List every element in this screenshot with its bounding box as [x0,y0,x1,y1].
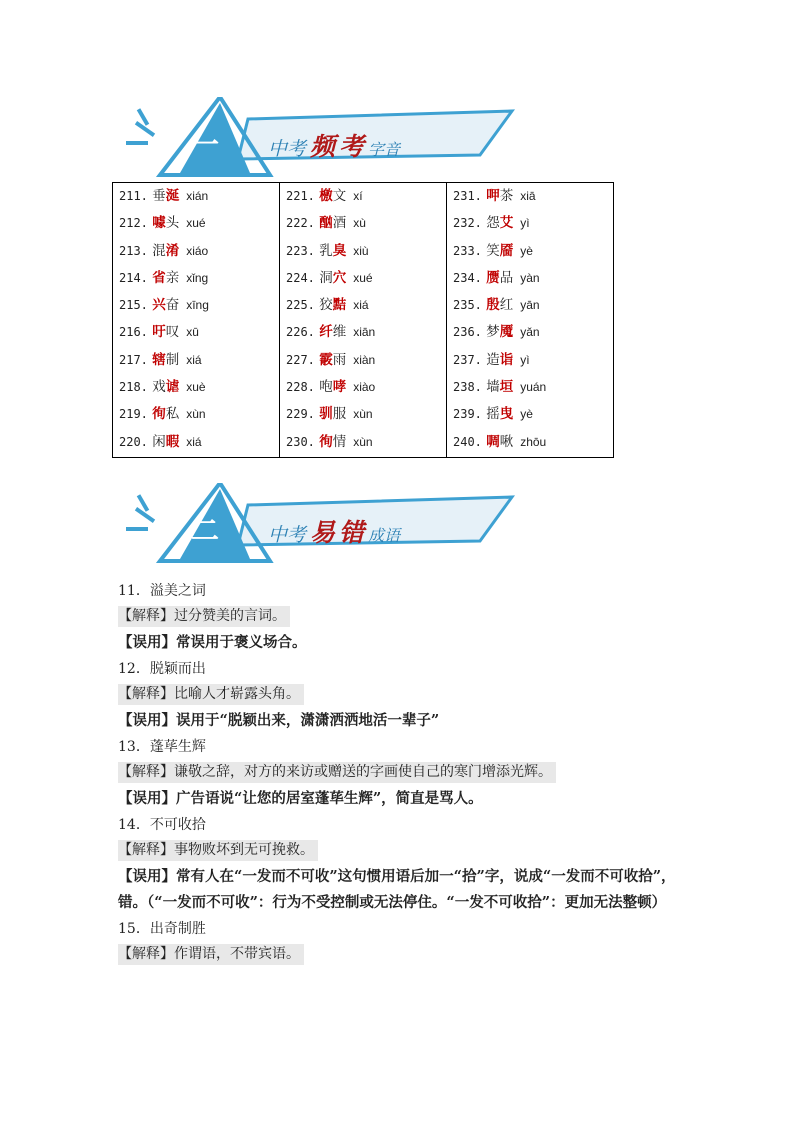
title-part: 中考 [268,138,307,160]
pinyin: xué [186,216,206,231]
table-row [286,347,446,374]
word-suffix: 啾 [499,433,514,450]
pinyin: xùn [353,434,373,449]
highlight-char: 涎 [165,188,180,204]
idiom-item [118,656,688,734]
table-row [119,319,279,346]
table-row [453,292,613,319]
table-row [119,347,279,374]
idiom-title: 12．脱颖而出 [118,661,206,677]
idiom-item [118,734,688,812]
table-row [286,429,446,456]
title-part: 易 [310,518,336,547]
word-prefix: 咆 [319,379,333,396]
highlight-char: 吁 [152,324,166,341]
word-prefix: 闲 [152,433,166,450]
table-row [453,429,613,456]
table-row [119,401,279,428]
pinyin: xiáo [186,243,209,258]
table-row [453,183,613,210]
idiom-misuse: 【误用】常有人在“一发而不可收”这句惯用语后加一“拾”字，说成“一发而不可收拾”，错。（“一发而不可收”：行为不受控制或无法停住。“一发不可收拾”：更加无法整顿） [118,868,676,911]
highlight-char: 殷 [486,297,500,314]
pinyin: xùn [353,407,373,422]
word-prefix: 摇 [486,406,500,423]
idiom-explanation: 【解释】过分赞美的言词。 [118,606,290,627]
highlight-char: 魇 [499,324,514,341]
pinyin: yuán [520,380,547,395]
highlight-char: 呷 [486,188,500,204]
word-prefix: 垂 [152,188,166,204]
pinyin: xiān [353,325,376,340]
pinyin: xí [353,189,363,203]
section-title [268,513,404,549]
word-suffix: 叹 [165,324,180,341]
item-number: 234. [453,270,482,285]
table-row [453,319,613,346]
idiom-misuse: 【误用】误用于“脱颖出来，潇潇洒洒地活一辈子” [118,712,440,729]
idiom-misuse: 【误用】广告语说“让您的居室蓬荜生辉”，简直是骂人。 [118,790,483,807]
table-row [453,210,613,237]
table-column [280,183,447,458]
highlight-char: 噱 [152,215,166,232]
word-prefix: 笑 [486,242,500,259]
item-number: 211. [119,189,148,203]
item-number: 216. [119,325,148,340]
table-row [453,347,613,374]
highlight-char: 檄 [319,188,333,204]
pinyin: yè [520,407,533,422]
pinyin: xùn [186,407,206,422]
pinyin: xiá [186,352,202,367]
table-row [119,238,279,265]
word-prefix: 梦 [486,324,500,341]
word-suffix: 亲 [165,269,180,286]
idiom-misuse: 【误用】常误用于褒义场合。 [118,634,307,651]
item-number: 222. [286,216,315,231]
highlight-char: 暇 [165,433,180,450]
highlight-char: 驯 [319,406,333,423]
section-number: 二 [190,514,219,547]
pinyin: zhōu [520,434,547,449]
item-number: 219. [119,407,148,422]
idiom-title: 11．溢美之词 [118,583,206,599]
word-suffix: 品 [499,269,514,286]
idiom-explanation: 【解释】事物败坏到无可挽救。 [118,840,318,861]
item-number: 226. [286,325,315,340]
item-number: 217. [119,352,148,367]
word-suffix: 酒 [332,215,347,232]
item-number: 212. [119,216,148,231]
item-number: 218. [119,380,148,395]
section-banner-2 [120,483,520,563]
word-suffix: 私 [165,406,180,423]
highlight-char: 曳 [499,406,514,423]
item-number: 220. [119,434,148,449]
table-row [453,238,613,265]
item-number: 229. [286,407,315,422]
idiom-list [118,578,688,968]
table-row [286,210,446,237]
item-number: 240. [453,434,482,449]
table-row [119,183,279,210]
table-row [119,429,279,456]
pinyin: xué [353,270,373,285]
pinyin: yè [520,243,533,258]
highlight-char: 淆 [165,242,180,259]
title-part: 考 [339,132,365,161]
highlight-char: 霰 [319,351,333,368]
word-prefix: 墙 [486,379,500,396]
idiom-item [118,916,688,968]
item-number: 221. [286,189,315,203]
pinyin: xīng [186,298,209,313]
word-suffix: 红 [499,297,514,314]
highlight-char: 酗 [319,215,333,232]
table-row [286,374,446,401]
idiom-explanation: 【解释】比喻人才崭露头角。 [118,684,304,705]
idiom-item [118,578,688,656]
section-title [268,127,404,163]
title-part: 成语 [368,526,401,545]
section-banner-1 [120,97,520,177]
word-suffix: 制 [165,351,180,368]
item-number: 231. [453,189,482,203]
idiom-explanation: 【解释】作谓语，不带宾语。 [118,944,304,965]
pinyin: xián [186,189,209,203]
highlight-char: 纤 [319,324,333,341]
idiom-title: 13．蓬荜生辉 [118,739,206,755]
item-number: 213. [119,243,148,258]
word-prefix: 洞 [319,269,333,286]
idiom-title: 15．出奇制胜 [118,921,206,937]
table-row [286,292,446,319]
pinyin: yàn [520,270,540,285]
table-row [119,374,279,401]
pinyin: xiá [186,434,202,449]
table-column [113,183,280,458]
table-row [286,265,446,292]
item-number: 230. [286,434,315,449]
table-row [286,401,446,428]
highlight-char: 徇 [319,433,333,450]
table-row [119,210,279,237]
title-part: 字音 [368,140,401,159]
word-suffix: 服 [332,406,347,423]
pinyin: xiá [353,298,369,313]
highlight-char: 哮 [332,379,347,396]
highlight-char: 辖 [152,351,166,368]
highlight-char: 徇 [152,406,166,423]
highlight-char: 穴 [332,269,347,286]
item-number: 228. [286,380,315,395]
word-prefix: 造 [486,351,500,368]
item-number: 215. [119,298,148,313]
pinyin-table [112,182,614,458]
item-number: 214. [119,270,148,285]
item-number: 225. [286,298,315,313]
idiom-explanation: 【解释】谦敬之辞，对方的来访或赠送的字画使自己的寒门增添光辉。 [118,762,556,783]
highlight-char: 艾 [499,215,514,232]
word-suffix: 文 [332,188,347,204]
word-prefix: 戏 [152,379,166,396]
word-suffix: 维 [332,324,347,341]
highlight-char: 赝 [486,269,500,286]
pinyin: yān [520,298,540,313]
word-prefix: 混 [152,242,166,259]
table-row [453,374,613,401]
table-row [119,292,279,319]
pinyin: xiù [353,243,369,258]
highlight-char: 臭 [332,242,347,259]
word-suffix: 雨 [332,351,347,368]
table-column [447,183,614,458]
highlight-char: 谑 [165,379,180,396]
word-prefix: 狡 [319,297,333,314]
highlight-char: 兴 [152,297,166,314]
pinyin: yì [520,216,530,231]
word-suffix: 头 [165,215,180,232]
word-prefix: 乳 [319,242,333,259]
highlight-char: 靥 [499,242,514,259]
item-number: 236. [453,325,482,340]
word-suffix: 情 [332,433,347,450]
item-number: 237. [453,352,482,367]
item-number: 224. [286,270,315,285]
table-row [453,265,613,292]
item-number: 223. [286,243,315,258]
pinyin: yǎn [520,325,540,340]
idiom-title: 14．不可收拾 [118,817,206,833]
table-row [286,319,446,346]
section-number: 一 [190,128,219,161]
item-number: 235. [453,298,482,313]
highlight-char: 省 [152,269,166,286]
title-part: 中考 [268,524,307,546]
highlight-char: 啁 [486,433,500,450]
highlight-char: 诣 [499,351,514,368]
item-number: 238. [453,380,482,395]
item-number: 233. [453,243,482,258]
idiom-item [118,812,688,916]
pinyin: xiào [353,380,376,395]
pinyin: xiā [520,189,536,203]
item-number: 239. [453,407,482,422]
table-row [286,183,446,210]
table-row [286,238,446,265]
pinyin: xiàn [353,352,376,367]
word-suffix: 奋 [165,297,180,314]
word-prefix: 怨 [486,215,500,232]
title-part: 频 [310,132,336,161]
pinyin: xǐng [186,270,209,285]
highlight-char: 黠 [332,297,347,314]
title-part: 错 [339,518,365,547]
item-number: 227. [286,352,315,367]
table-row [119,265,279,292]
pinyin: xuè [186,380,206,395]
table-row [453,401,613,428]
pinyin: xū [186,325,199,340]
item-number: 232. [453,216,482,231]
pinyin: yì [520,352,530,367]
highlight-char: 垣 [499,379,514,396]
pinyin: xù [353,216,366,231]
word-suffix: 茶 [499,188,514,204]
